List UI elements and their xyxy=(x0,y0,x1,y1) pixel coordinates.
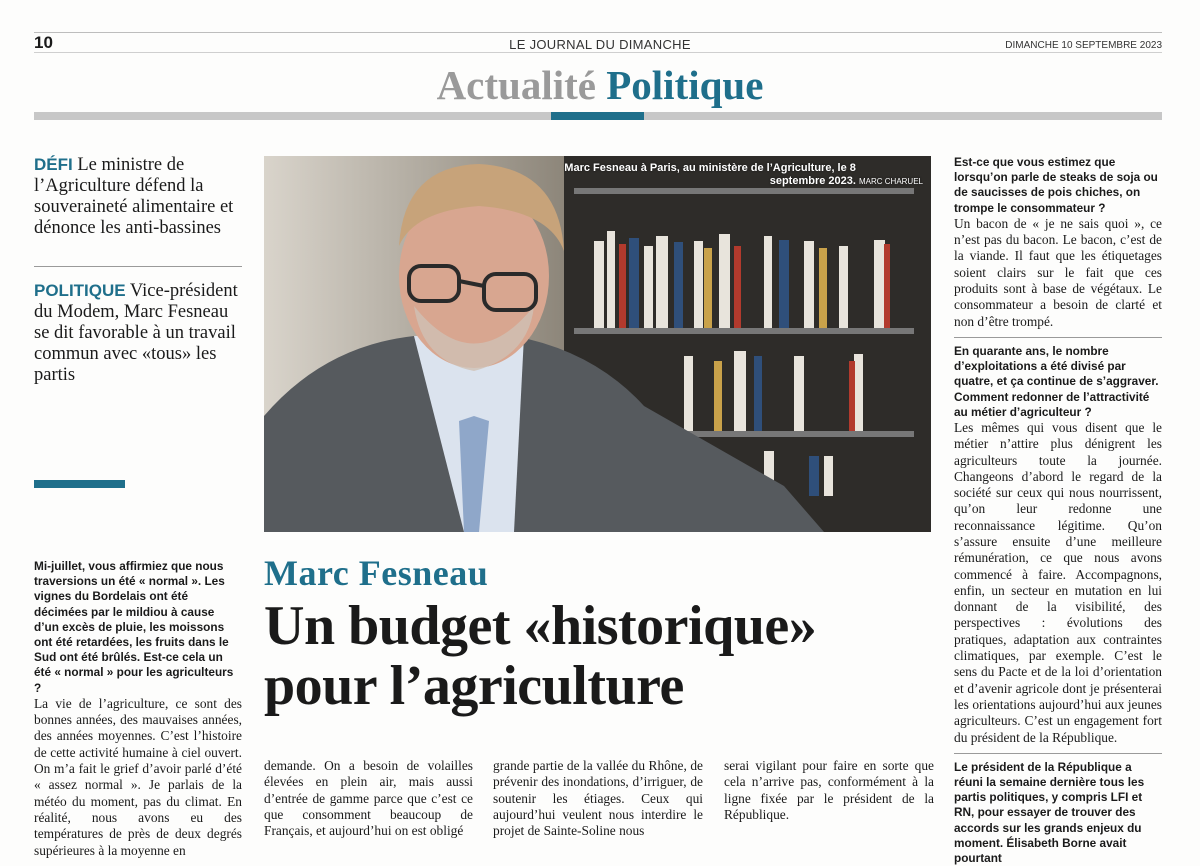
rubric-actualite: Actualité xyxy=(436,62,596,108)
kicker-text: Le ministre de l’Agriculture défend la souveraineté alimentaire et dénonce les anti-bassines xyxy=(34,155,234,238)
column-text: grande partie de la vallée du Rhône, de prévenir des inondations, d’irriguer, de soutenir les étiages. Ceux qui aujourd’hui veulent nous interdire le projet de Sainte-Soline nous xyxy=(493,758,703,839)
headline xyxy=(264,596,944,716)
page-number: 10 xyxy=(34,33,53,52)
right-body-column xyxy=(954,155,1162,866)
kicker-defi xyxy=(34,154,244,239)
photo-credit: MARC CHARUEL xyxy=(858,177,923,186)
interview-question: Le président de la République a réuni la semaine dernière tous les partis politiques, y compris LFI et RN, pour essayer de trouver des accords sur les grands enjeux du moment. Élisabeth Borne avait pourtant xyxy=(954,759,1145,866)
left-body-column xyxy=(34,559,242,858)
left-accent-bar xyxy=(34,480,125,488)
interview-question: En quarante ans, le nombre d’exploitations a été divisé par quatre, et ça continue de s’aggraver. Comment redonner de l’attractivité au métier d’agriculteur ? xyxy=(954,343,1159,419)
section-rubric xyxy=(0,60,1200,110)
column-text: serai vigilant pour faire en sorte que cela n’arrive pas, conformément à la ligne fixée par le président de la République. xyxy=(724,758,934,822)
kicker-text: Vice-président du Modem, Marc Fesneau se dit favorable à un travail commun avec «tous» les partis xyxy=(34,281,238,385)
body-column-b xyxy=(493,758,703,839)
interview-answer: Les mêmes qui vous disent que le métier n’attire plus dénigrent les agriculteurs toute la journée. Changeons d’abord le regard de la société sur ceux qui nous nourrissent, qu’on leur redonne une reconnaissance légitime. Qu’on s’assure ensuite d’une meilleure rémunération, ce que nous avons commencé à faire. Accompagnons, enfin, un secteur en mutation en lui donnant de la visibilité, des perspectives : évolutions des pratiques, adaptation aux contraintes climatiques, par exemple. C’est le sens du Pacte et de la loi d’orientation et d’avenir agricole dont je présenterai les orientations aujourd’hui aux jeunes agriculteurs. C’est un engagement fort du président de la République. xyxy=(954,419,1162,745)
kicker-politique xyxy=(34,280,244,386)
column-text: demande. On a besoin de volailles élevées en plein air, mais aussi d’entrée de gamme parce que c’est ce que consomment beaucoup de Français, et aujourd’hui on est obligé xyxy=(264,758,473,839)
headline-line-1: Un budget «historique» xyxy=(264,595,817,657)
top-rule xyxy=(34,32,1162,33)
header-rule xyxy=(34,52,1162,53)
kicker-tag: POLITIQUE xyxy=(34,281,126,300)
caption-text: Marc Fesneau à Paris, au ministère de l’Agriculture, le 8 septembre 2023. xyxy=(564,162,856,187)
interview-question: Mi-juillet, vous affirmiez que nous traversions un été « normal ». Les vignes du Bordelais ont été décimées par le mildiou à cause d’un excès de pluie, les moissons ont été retardées, les fruits dans le Sud ont été brûlés. Est-ce cela un été « normal » pour les agriculteurs ? xyxy=(34,559,234,695)
kicker-divider xyxy=(34,266,242,267)
interview-answer: Un bacon de « je ne sais quoi », ce n’est pas du bacon. Le bacon, c’est de la viande. Il faut que les étiquetages soient clairs sur le fait que ces produits sont à base de végétaux. Le consommateur a besoin de clarté et non d’être trompé. xyxy=(954,215,1162,329)
kicker-tag: DÉFI xyxy=(34,155,73,174)
interview-answer: La vie de l’agriculture, ce sont des bonnes années, des mauvaises années, des années moyennes. C’est l’histoire de cette activité humaine à ciel ouvert. On m’a fait le grief d’avoir parlé d’été « assez normal ». Je parlais de la météo du moment, pas du climat. En réalité, nous avons eu des températures de près de deux degrés supérieures à la moyenne en xyxy=(34,695,242,858)
headline-line-2: pour l’agriculture xyxy=(264,655,684,717)
article-photo xyxy=(264,156,931,532)
photo-caption xyxy=(556,162,923,188)
rubric-politique: Politique xyxy=(606,62,764,108)
qa-divider xyxy=(954,753,1162,754)
issue-date: DIMANCHE 10 SEPTEMBRE 2023 xyxy=(1005,40,1162,51)
interview-question: Est-ce que vous estimez que lorsqu’on parle de steaks de soja ou de saucisses de pois chiches, on trompe le consommateur ? xyxy=(954,155,1158,215)
journal-name: LE JOURNAL DU DIMANCHE xyxy=(509,37,691,52)
body-column-a xyxy=(264,758,473,839)
body-column-c xyxy=(724,758,934,831)
qa-divider xyxy=(954,337,1162,338)
portrait-illustration xyxy=(264,156,931,532)
rubric-bar-accent xyxy=(551,112,644,120)
interviewee-name: Marc Fesneau xyxy=(264,553,489,593)
